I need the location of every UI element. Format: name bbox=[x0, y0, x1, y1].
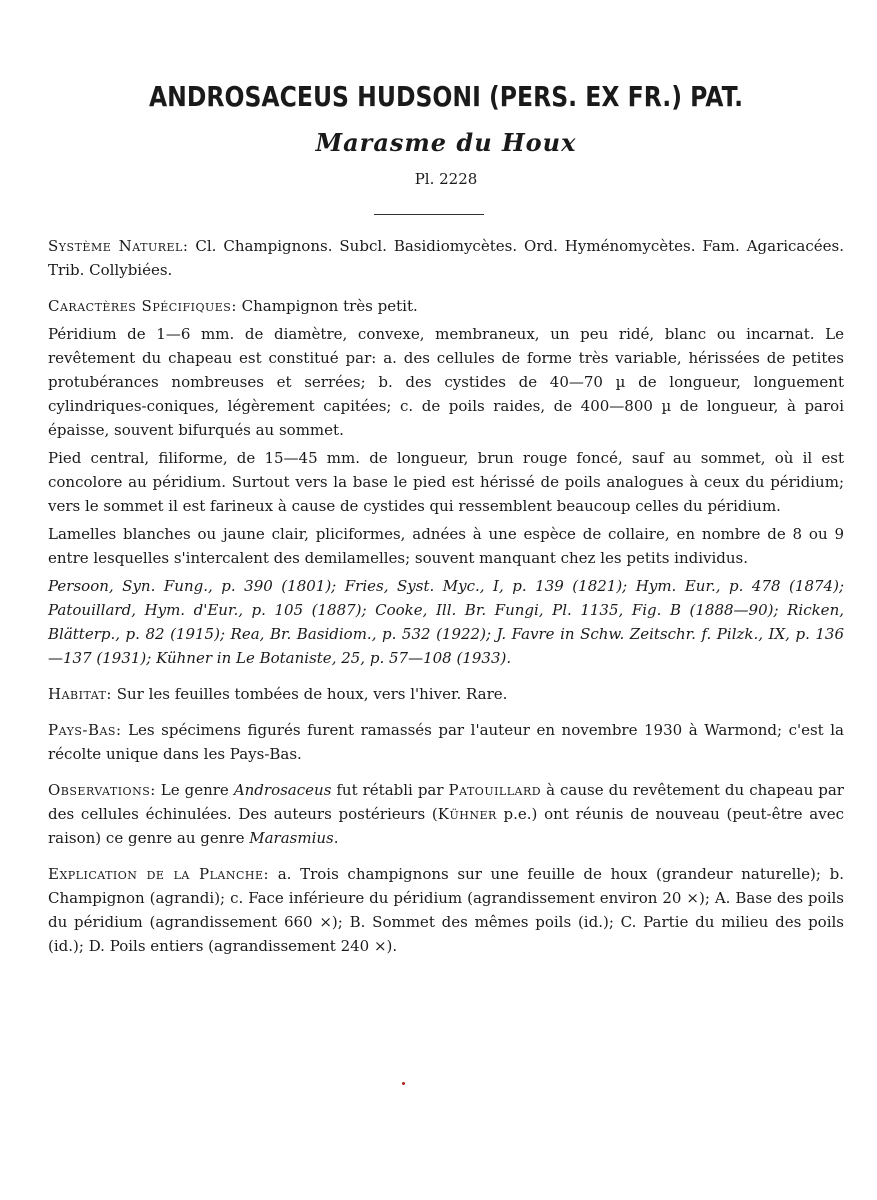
pays-bas-text: Les spécimens figurés furent ramassés par l'auteur en novembre 1930 à Warmond; c'est la récolte unique dans les Pays-Bas. bbox=[48, 721, 844, 763]
common-name: Marasme du Houx bbox=[315, 128, 577, 157]
author-patouillard: Patouillard bbox=[448, 781, 542, 799]
habitat-text: Sur les feuilles tombées de houx, vers l'hiver. Rare. bbox=[111, 685, 508, 703]
document-body bbox=[48, 234, 844, 958]
systeme-naturel-label: Système Naturel: bbox=[48, 237, 189, 255]
observations-text-2: fut rétabli par bbox=[331, 781, 449, 799]
observations-text-4: p.e.) ont réunis de nouveau (peut-être avec raison) ce genre au genre bbox=[48, 805, 844, 847]
caracteres-paragraph bbox=[48, 294, 844, 318]
observations-label: Observations: bbox=[48, 781, 156, 799]
references-paragraph: Persoon, Syn. Fung., p. 390 (1801); Fries, Syst. Myc., I, p. 139 (1821); Hym. Eur., p. 478 (1874); Patouillard, Hym. d'Eur., p. 105 (1887); Cooke, Ill. Br. Fungi, Pl. 1135, Fig. B (1888—90); Ricken, Blätterp., p. 82 (1915); Rea, Br. Basidiom., p. 532 (1922); J. Favre in Schw. Zeitschr. f. Pilzk., IX, p. 136—137 (1931); Kühner in Le Botaniste, 25, p. 57—108 (1933). bbox=[48, 577, 844, 667]
observations-text-3: à cause du revêtement du chapeau par des cellules échinulées. Des auteurs postérieurs ( bbox=[48, 781, 844, 823]
lamelles-paragraph: Lamelles blanches ou jaune clair, pliciformes, adnées à une espèce de collaire, en nombre de 8 ou 9 entre lesquelles s'intercalent des demilamelles; souvent manquant chez les petits individus. bbox=[48, 525, 844, 567]
ink-speck bbox=[402, 1082, 405, 1085]
author-kuhner: Kühner bbox=[437, 805, 497, 823]
explication-paragraph bbox=[48, 862, 844, 958]
systeme-naturel-text: Cl. Champignons. Subcl. Basidiomycètes. Ord. Hyménomycètes. Fam. Agaricacées. Trib. Collybiées. bbox=[48, 237, 845, 279]
caracteres-label: Caractères Spécifiques: bbox=[48, 297, 237, 315]
title-divider bbox=[374, 214, 484, 215]
peridium-paragraph: Péridium de 1—6 mm. de diamètre, convexe, membraneux, un peu ridé, blanc ou incarnat. Le revêtement du chapeau est constitué par: a. des cellules de forme très variable, hérissées de petites protubérances nombreuses et serrées; b. des cystides de 40—70 µ de longueur, longuement cylindriques-coniques, légèrement capitées; c. de poils raides, de 400—800 µ de longueur, à paroi épaisse, souvent bifurqués au sommet. bbox=[48, 325, 844, 439]
observations-paragraph bbox=[48, 778, 844, 850]
systeme-naturel-paragraph bbox=[48, 234, 844, 282]
pays-bas-paragraph bbox=[48, 718, 844, 766]
caracteres-intro: Champignon très petit. bbox=[236, 297, 418, 315]
observations-text-5: . bbox=[333, 829, 339, 847]
explication-text: a. Trois champignons sur une feuille de houx (grandeur naturelle); b. Champignon (agrandi); c. Face inférieure du péridium (agrandissement environ 20 ×); A. Base des poils du péridium (agrandissement 660 ×); B. Sommet des mêmes poils (id.); C. Partie du milieu des poils (id.); D. Poils entiers (agrandissement 240 ×). bbox=[48, 865, 844, 955]
species-title: ANDROSACEUS HUDSONI (PERS. EX FR.) PAT. bbox=[148, 80, 744, 113]
plate-number: Pl. 2228 bbox=[414, 170, 478, 188]
pied-paragraph: Pied central, filiforme, de 15—45 mm. de longueur, brun rouge foncé, sauf au sommet, où il est concolore au péridium. Surtout vers la base le pied est hérissé de poils analogues à ceux du péridium; vers le sommet il est farineux à cause de cystides qui ressemblent beaucoup celles du péridium. bbox=[48, 449, 844, 515]
pays-bas-label: Pays-Bas: bbox=[48, 721, 122, 739]
habitat-paragraph bbox=[48, 682, 844, 706]
observations-text-1: Le genre bbox=[155, 781, 234, 799]
genus-marasmius: Marasmius bbox=[249, 829, 334, 847]
genus-androsaceus: Androsaceus bbox=[233, 781, 332, 799]
explication-label: Explication de la Planche: bbox=[48, 865, 270, 883]
habitat-label: Habitat: bbox=[48, 685, 112, 703]
